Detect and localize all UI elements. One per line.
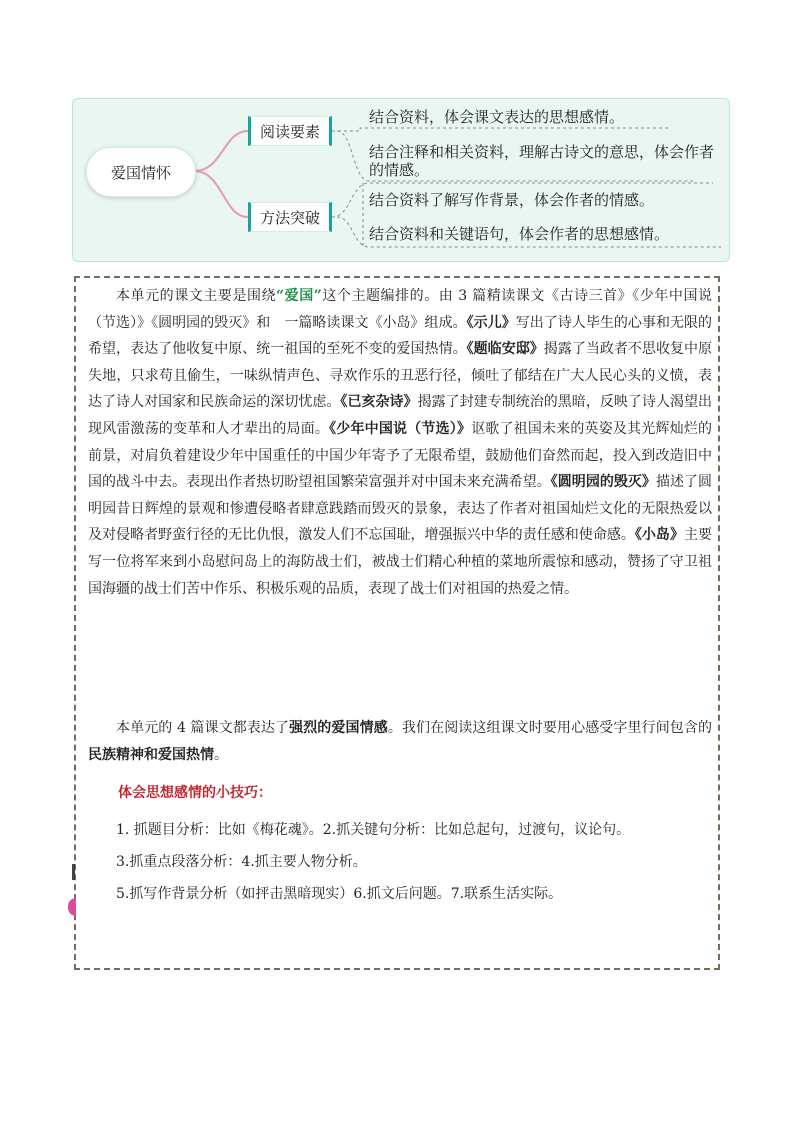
edge-mark: [72, 864, 75, 880]
text-run: 主要写一位将军来到小岛慰问岛上的海防战士们，被战士们精心种植的菜地所震惊和感动，赞扬了守卫祖国海疆的战士们苦中作乐、积极乐观的品质，表现了战士们对祖国的热爱之情。: [88, 527, 713, 597]
unit-intro-box: [74, 276, 720, 970]
tip-line: 3.抓重点段落分析：4.抓主要人物分析。: [116, 854, 367, 870]
emphasis-text: 《已亥杂诗》: [340, 394, 418, 411]
mindmap-panel: [72, 98, 730, 262]
text-run: 讴歌了祖国未来的英姿及其光辉灿烂的前景，对肩负着建设少年中国重任的中国少年寄予了无限希望，鼓励他们奋然而起，投入到改造旧中国的战斗中去。表现出作者热切盼望祖国繁荣富强并对中国未来充满希望。: [88, 420, 713, 491]
mindmap-item: 结合资料了解写作背景，体会作者的情感。: [369, 191, 655, 209]
emphasis-text: 《圆明园的毁灭》: [550, 474, 656, 491]
mindmap-branch-method-breakthrough: 方法突破: [248, 202, 332, 232]
mindmap-item: 结合资料，体会课文表达的思想感情。: [369, 108, 625, 126]
emphasis-text: 《题临安邸》: [466, 341, 544, 358]
text-run: 本单元的课文主要是围绕: [116, 288, 277, 304]
text-run: 。我们在阅读这组课文时要用心感受字里行间包含的: [387, 720, 713, 736]
emphasis-text: 《小岛》: [634, 527, 684, 544]
emphasis-text: 《示儿》: [466, 314, 516, 331]
tip-line: 5.抓写作背景分析（如抨击黑暗现实）6.抓文后问题。7.联系生活实际。: [116, 886, 563, 902]
text-run: 。: [214, 746, 228, 763]
text-run: 揭露了封建专制统治的黑暗，反映了诗人渴望出现风雷激荡的变革和人才辈出的局面。: [88, 394, 713, 437]
text-run: 这个主题编排的。由 3 篇精读课文《古诗三首》《少年中国说（节选）》《圆明园的毁灭》和 一篇略读课文《小岛》组成。: [88, 288, 713, 331]
pink-edge-tab: [68, 898, 76, 916]
mindmap-center-node: 爱国情怀: [86, 147, 196, 197]
tip-line: 1. 抓题目分析：比如《梅花魂》。2.抓关键句分析：比如总起句，过渡句，议论句。: [116, 822, 631, 838]
tips-title: 体会思想感情的小技巧：: [118, 785, 272, 801]
emphasis-text: 《少年中国说（节选）》: [329, 420, 472, 437]
text-run: 描述了圆明园昔日辉煌的景观和惨遭侵略者肆意践踏而毁灭的景象，表达了作者对祖国灿烂文化的无限热爱以及对侵略者野蛮行径的无比仇恨，激发人们不忘国耻，增强振兴中华的责任感和使命感。: [88, 474, 713, 544]
text-run: 揭露了当政者不思收复中原失地，只求苟且偷生，一味纵情声色、寻欢作乐的丑恶行径，倾吐了郁结在广大人民心头的义愤，表达了诗人对国家和民族命运的深切忧虑。: [88, 341, 713, 411]
emphasis-text: 强烈的爱国情感: [289, 720, 388, 736]
text-run: 本单元的 4 篇课文都表达了: [116, 720, 290, 736]
mindmap-item: 结合资料和关键语句，体会作者的思想感情。: [369, 225, 670, 243]
mindmap-item: 结合注释和相关资料，理解古诗文的意思，体会作者的情感。: [369, 143, 715, 179]
mindmap-branch-reading-elements: 阅读要素: [248, 116, 332, 146]
summary-paragraph: [88, 715, 712, 768]
highlight-text: “爱国”: [276, 288, 322, 304]
emphasis-text: 民族精神和爱国热情: [88, 746, 214, 763]
text-run: 写出了诗人毕生的心事和无限的希望，表达了他收复中原、统一祖国的至死不变的爱国热情。: [88, 314, 713, 358]
intro-paragraph: [88, 283, 712, 602]
